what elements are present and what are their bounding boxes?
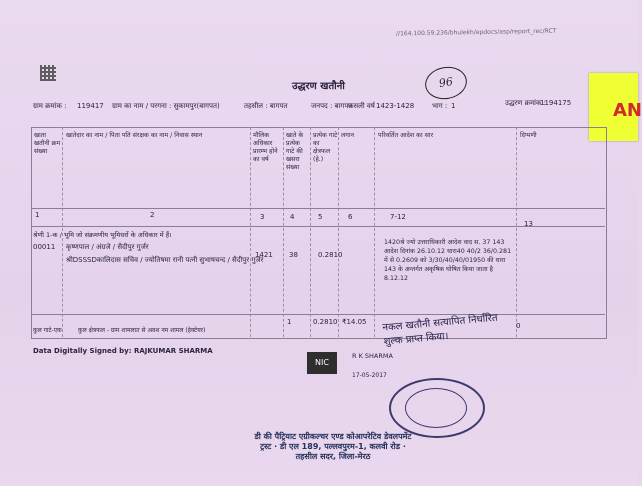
handwritten-number: 96 [423,64,470,103]
col-number: 2 [150,211,155,219]
khata-number: 00011 [33,243,56,251]
nic-logo: NIC [307,352,337,374]
col-number: 3 [260,213,265,221]
fasli-year: 1423-1428 [376,102,415,110]
col-header: मौलिक अधिकार प्रारम्भ होने का वर्ष [253,132,278,163]
col-number: 13 [524,220,533,228]
col-header: खाते के प्रत्येक गाटे की खसरा संख्या [286,132,304,171]
record-khasra: 38 [289,251,298,259]
total-area: 0.2810 [313,318,338,326]
col-divider [250,127,251,337]
footer-stamp: डी की पैट्रियाट एग्रीकल्चर एण्ड कोआपरेटिव डेवलपमेंट ट्रस्ट · डी एल 189, पल्लवपुरम-1, कलवी रोड · तहसील सदर, जिला-मेरठ [254,432,412,461]
copy-verified-stamp: नकल खतौनी सत्यापित निर्धारित शुल्क प्राप्त किया। [382,312,499,348]
col-header: प्रत्येक गाटे का क्षेत्रफल (हे.) [313,132,338,163]
col-header: खाता खतौनी क्रम संख्या [34,132,61,155]
col-divider [310,127,311,337]
document-title: उद्धरण खतौनी [292,81,345,92]
col-divider [374,127,375,337]
col-divider [283,127,284,337]
col-divider [338,127,339,337]
owner-line-2: श्रीDSSSDकालिदास सचिव / ज्योतिषमा रानी पत्नी सुभाषचन्द / सैदीपुर गुर्जर [66,256,264,264]
village-code: 119417 [77,102,104,110]
bhag-label: भाग : [432,102,448,110]
sticky-text: AN [613,100,642,121]
tehsil: तहसील : बागपत [244,102,288,110]
official-stamp-inner [405,388,467,428]
col-number: 5 [318,213,323,221]
village-name: ग्राम का नाम / परगना : सुकामपुर(बागपत) [112,102,220,110]
certificate-date: 17-05-2017 [352,372,387,379]
totals-label: कुल गाटे-एक [33,327,62,334]
uddharan-no: 1194175 [540,99,572,107]
total-last: 0 [516,322,521,330]
record-area: 0.2810 [318,251,343,259]
url-text: //164.100.59.236/bhulekh/epdocs/asp/report_rec/RCT [395,27,557,38]
total-khasra: 1 [287,318,292,326]
district: जनपद : बागपत [311,102,353,110]
col-header: दिप्पणी [520,132,537,139]
uddharan-label: उद्धरण क्रमांक : [505,99,546,107]
col-number: 4 [290,213,295,221]
fasli-label: फसली वर्ष : [348,102,380,110]
totals-area-label: कुल क्षेत्रफल - ग्राम शामलात से अवश नम शामल (हेक्टेयर) [78,327,206,334]
col-header: लगान [341,132,354,139]
owner-line-1: कृष्णपाल / अंग्रजे / सैदीपुर गुर्जर [66,243,149,251]
qr-code [40,65,56,81]
bhag-value: 1 [451,102,456,110]
col-number: 6 [348,213,353,221]
land-type: श्रेणी 1-क / भूमि जो संक्रमणीय भूमिधरों के अधिकार में हैं। [33,231,172,239]
total-rent: ₹14.05 [342,318,367,326]
order-text: 1420श्रे ज्यो उत्तराधिकारी आदेश वाद स. 37 143 आदेश दिनांक 26.10.12 धारा40 40/2 36/0.281 में से 0.2609 को 3/30/40/40/01950 की धारा 143 के अन्तर्गत अकृषिक घोषित किया जाता है 8.12.12 [384,239,512,282]
col-divider [516,127,517,337]
row-divider [31,226,605,227]
village-code-label: ग्राम क्रमांक : [33,102,67,110]
col-header: खातेदार का नाम / पिता पति संरक्षक का नाम / निवास स्थान [66,132,203,139]
col-header: परिवर्तित आदेश का सार [378,132,434,139]
row-divider [31,314,605,315]
certifier-name: R K SHARMA [352,352,393,360]
row-divider [31,208,605,209]
col-number: 7-12 [390,213,406,221]
digital-signature: Data Digitally Signed by: RAJKUMAR SHARMA [33,347,213,355]
col-number: 1 [35,211,40,219]
record-year: 1421 [255,251,273,259]
